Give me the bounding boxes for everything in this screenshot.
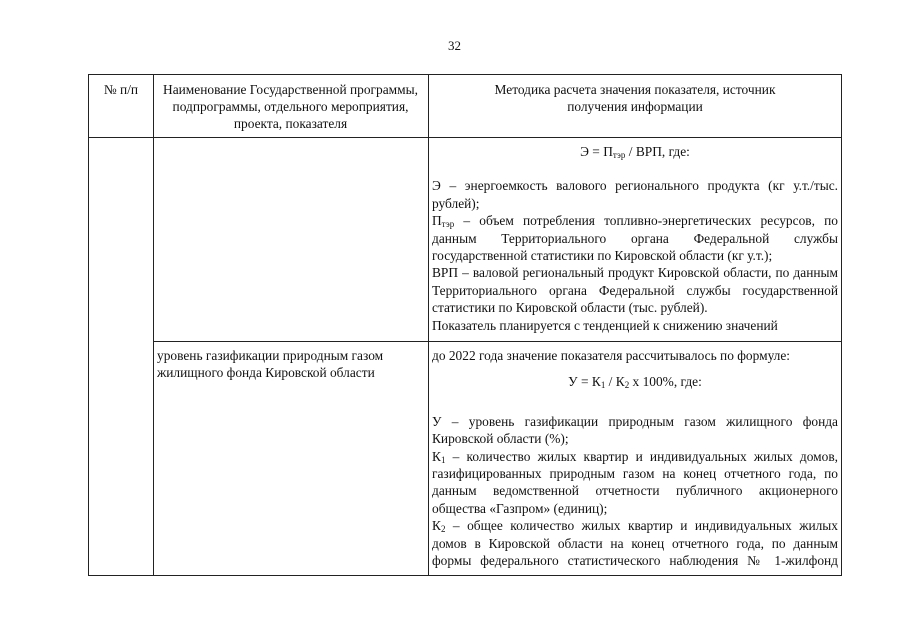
definition-k2: $К_2$ – общее количество жилых квартир и индивидуальных жилых домов в Кировской области на конец отчетного года, по данным формы федерального статистического наблюдения № 1-жилфонд [432,518,838,569]
trend-note: Показатель планируется с тенденцией к снижению значений [432,317,778,333]
gasification-formula: $У = К_1 / К_2$ х 100%, где: [568,374,702,391]
header-number: № п/п [103,82,139,97]
column-divider [153,75,154,575]
page-number: 32 [448,38,461,53]
definition-p: $П_{тэр}$ – объем потребления топливно-энергетических ресурсов, по данным Территориального органа Федеральной службы государственной статистики по Кировской области (кг у.т.); [432,213,838,264]
indicator-table [88,74,842,576]
definition-e: Э – энергоемкость валового регионального продукта (кг у.т./тыс. рублей); [432,178,838,211]
definition-k1: $К_1$ – количество жилых квартир и индивидуальных жилых домов, газифицированных природным газом на конец отчетного года, по данным ведомственной отчетности публичного акционерного общества «Газпром» (единиц); [432,448,838,516]
row-divider [153,341,841,342]
row-divider [89,137,841,138]
energy-intensity-formula: $Э = П_{тэр}$ / ВРП, где: [580,144,690,160]
header-method: Методика расчета значения показателя, источник получения информации [494,82,776,114]
header-name: Наименование Государственной программы, подпрограммы, отдельного мероприятия, проекта, показателя [163,82,418,131]
indicator-name: уровень газификации природным газом жилищного фонда Кировской области [157,348,384,381]
definition-vrp: ВРП – валовой региональный продукт Кировской области, по данным Территориального органа Федеральной службы государственной статистики по Кировской области (тыс. рублей). [432,265,838,316]
column-divider [428,75,429,575]
definition-u: У – уровень газификации природным газом жилищного фонда Кировской области (%); [432,413,838,447]
row1-method [432,143,838,334]
formula-intro: до 2022 года значение показателя рассчитывалось по формуле: [432,348,791,363]
row2-method [432,347,838,569]
